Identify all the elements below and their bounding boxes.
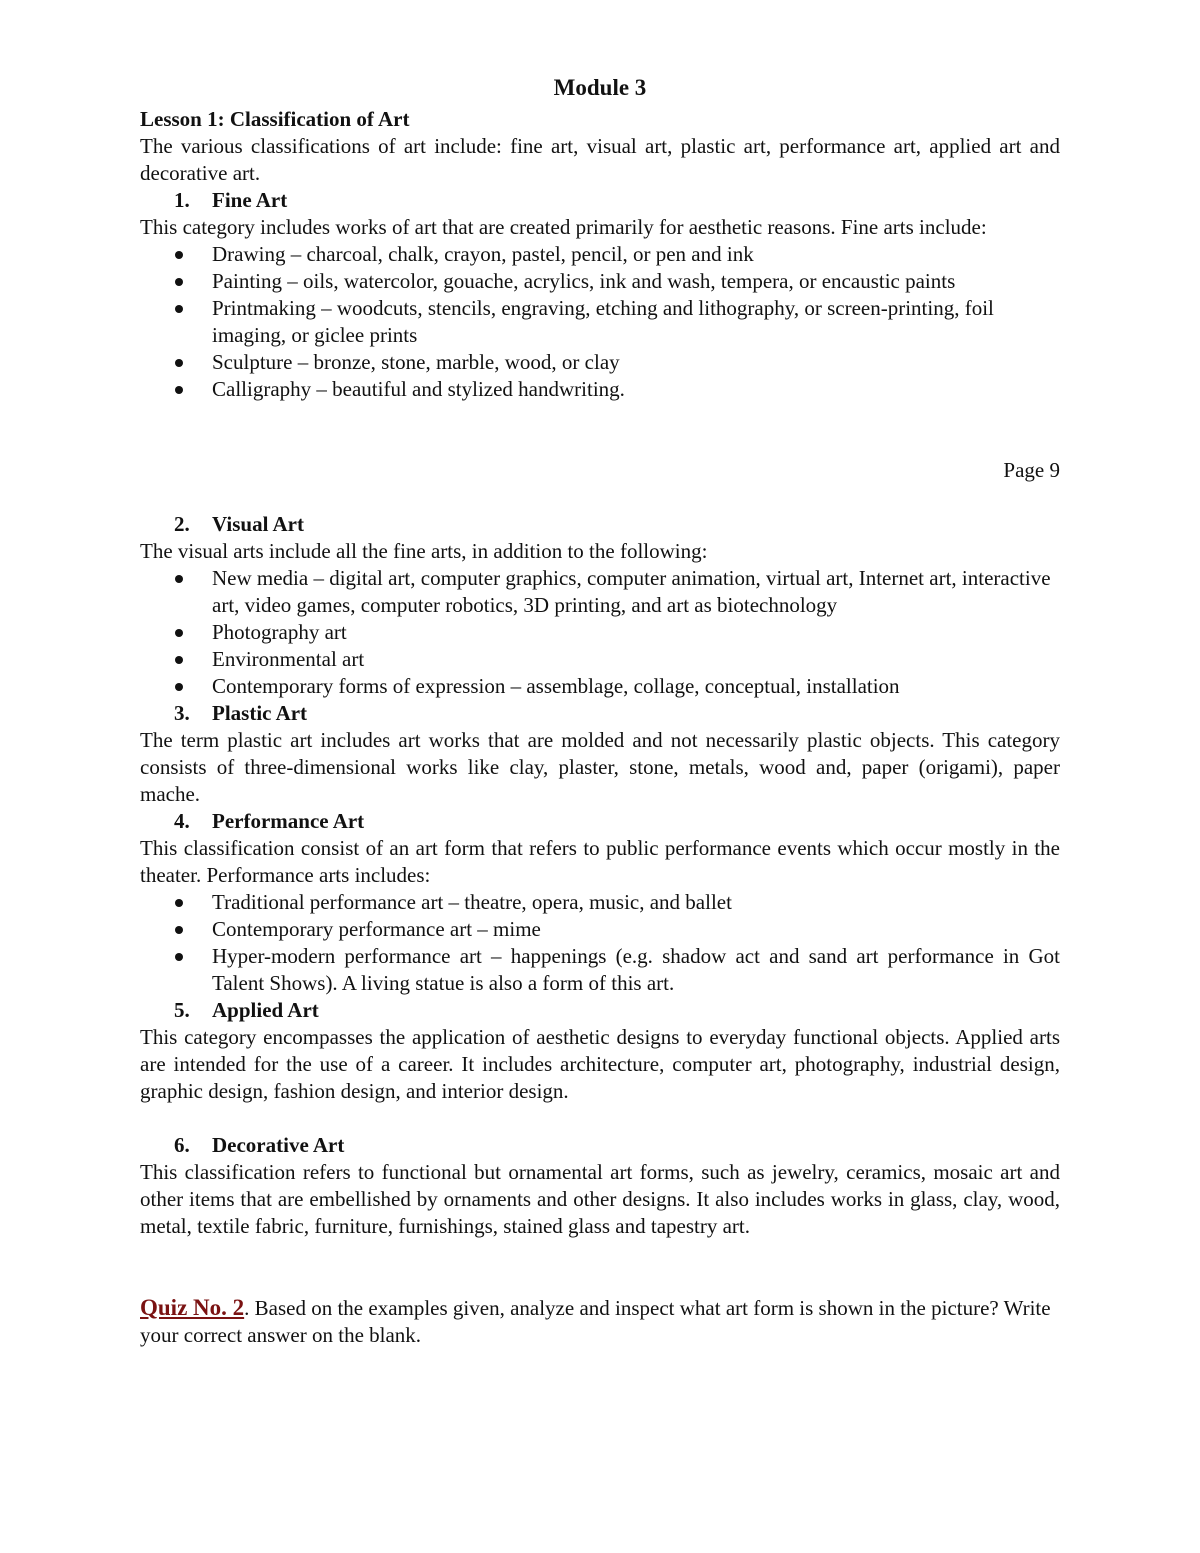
bullet-icon xyxy=(175,683,183,691)
list-item: Sculpture – bronze, stone, marble, wood, or clay xyxy=(140,349,1060,376)
list-item: New media – digital art, computer graphics, computer animation, virtual art, Internet art, interactive art, video games, computer robotics, 3D printing, and art as biotechnology xyxy=(140,565,1060,619)
section-heading-applied-art xyxy=(140,997,1060,1024)
section-heading-plastic-art xyxy=(140,700,1060,727)
section-body: This category includes works of art that are created primarily for aesthetic reasons. Fine arts include: xyxy=(140,215,987,239)
section-title: Decorative Art xyxy=(212,1133,345,1157)
quiz-text: . Based on the examples given, analyze and inspect what art form is shown in the picture? Write your correct answer on the blank. xyxy=(140,1296,1051,1347)
section-heading-decorative-art xyxy=(140,1132,1060,1159)
section-title: Performance Art xyxy=(212,809,365,833)
section-body: The term plastic art includes art works that are molded and not necessarily plastic objects. This category consists of three-dimensional works like clay, plaster, stone, metals, wood and, paper (origami), paper mache. xyxy=(140,728,1060,806)
list-item: Contemporary forms of expression – assemblage, collage, conceptual, installation xyxy=(140,673,1060,700)
module-title: Module 3 xyxy=(553,75,647,100)
section-body: The visual arts include all the fine arts, in addition to the following: xyxy=(140,539,708,563)
list-item: Calligraphy – beautiful and stylized handwriting. xyxy=(140,376,1060,403)
spacer xyxy=(140,1105,1060,1132)
section-number: 3. xyxy=(174,701,190,725)
section-number: 4. xyxy=(174,809,190,833)
lesson-title: Lesson 1: Classification of Art xyxy=(140,107,410,131)
section-title: Plastic Art xyxy=(212,701,308,725)
section-body: This classification refers to functional but ornamental art forms, such as jewelry, ceramics, mosaic art and other items that are embellished by ornaments and other designs. It also includes works in glass, clay, wood, metal, textile fabric, furniture, furnishings, stained glass and tapestry art. xyxy=(140,1160,1060,1238)
bullet-icon xyxy=(175,359,183,367)
bullet-icon xyxy=(175,899,183,907)
section-heading-visual-art xyxy=(140,511,1060,538)
section-title: Visual Art xyxy=(212,512,304,536)
list-item: Painting – oils, watercolor, gouache, acrylics, ink and wash, tempera, or encaustic paints xyxy=(140,268,1060,295)
section-body: This classification consist of an art form that refers to public performance events which occur mostly in the theater. Performance arts includes: xyxy=(140,836,1060,887)
page-number: Page 9 xyxy=(1003,458,1060,482)
list-item: Hyper-modern performance art – happenings (e.g. shadow act and sand art performance in Got Talent Shows). A living statue is also a form of this art. xyxy=(140,943,1060,997)
section-number: 2. xyxy=(174,512,190,536)
bullet-list-performance-art xyxy=(140,889,1060,997)
bullet-icon xyxy=(175,278,183,286)
bullet-icon xyxy=(175,575,183,583)
bullet-icon xyxy=(175,305,183,313)
list-item: Photography art xyxy=(140,619,1060,646)
list-item: Traditional performance art – theatre, opera, music, and ballet xyxy=(140,889,1060,916)
bullet-icon xyxy=(175,656,183,664)
bullet-icon xyxy=(175,386,183,394)
list-item: Environmental art xyxy=(140,646,1060,673)
intro-paragraph: The various classifications of art include: fine art, visual art, plastic art, performance art, applied art and decorative art. xyxy=(140,134,1060,185)
bullet-icon xyxy=(175,629,183,637)
bullet-list-visual-art xyxy=(140,565,1060,700)
list-item: Contemporary performance art – mime xyxy=(140,916,1060,943)
quiz-label: Quiz No. 2 xyxy=(140,1295,245,1320)
bullet-list-fine-art xyxy=(140,241,1060,403)
section-number: 1. xyxy=(174,188,190,212)
list-item: Printmaking – woodcuts, stencils, engraving, etching and lithography, or screen-printing, foil imaging, or giclee prints xyxy=(140,295,1060,349)
spacer xyxy=(140,1240,1060,1294)
quiz-prompt xyxy=(140,1294,1060,1349)
section-title: Applied Art xyxy=(212,998,319,1022)
section-body: This category encompasses the application of aesthetic designs to everyday functional objects. Applied arts are intended for the use of a career. It includes architecture, computer art, photography, industrial design, graphic design, fashion design, and interior design. xyxy=(140,1025,1060,1103)
section-heading-fine-art xyxy=(140,187,1060,214)
bullet-icon xyxy=(175,953,183,961)
bullet-icon xyxy=(175,926,183,934)
list-item: Drawing – charcoal, chalk, crayon, pastel, pencil, or pen and ink xyxy=(140,241,1060,268)
section-number: 5. xyxy=(174,998,190,1022)
section-heading-performance-art xyxy=(140,808,1060,835)
section-title: Fine Art xyxy=(212,188,288,212)
bullet-icon xyxy=(175,251,183,259)
section-number: 6. xyxy=(174,1133,190,1157)
document-page xyxy=(140,72,1060,1349)
